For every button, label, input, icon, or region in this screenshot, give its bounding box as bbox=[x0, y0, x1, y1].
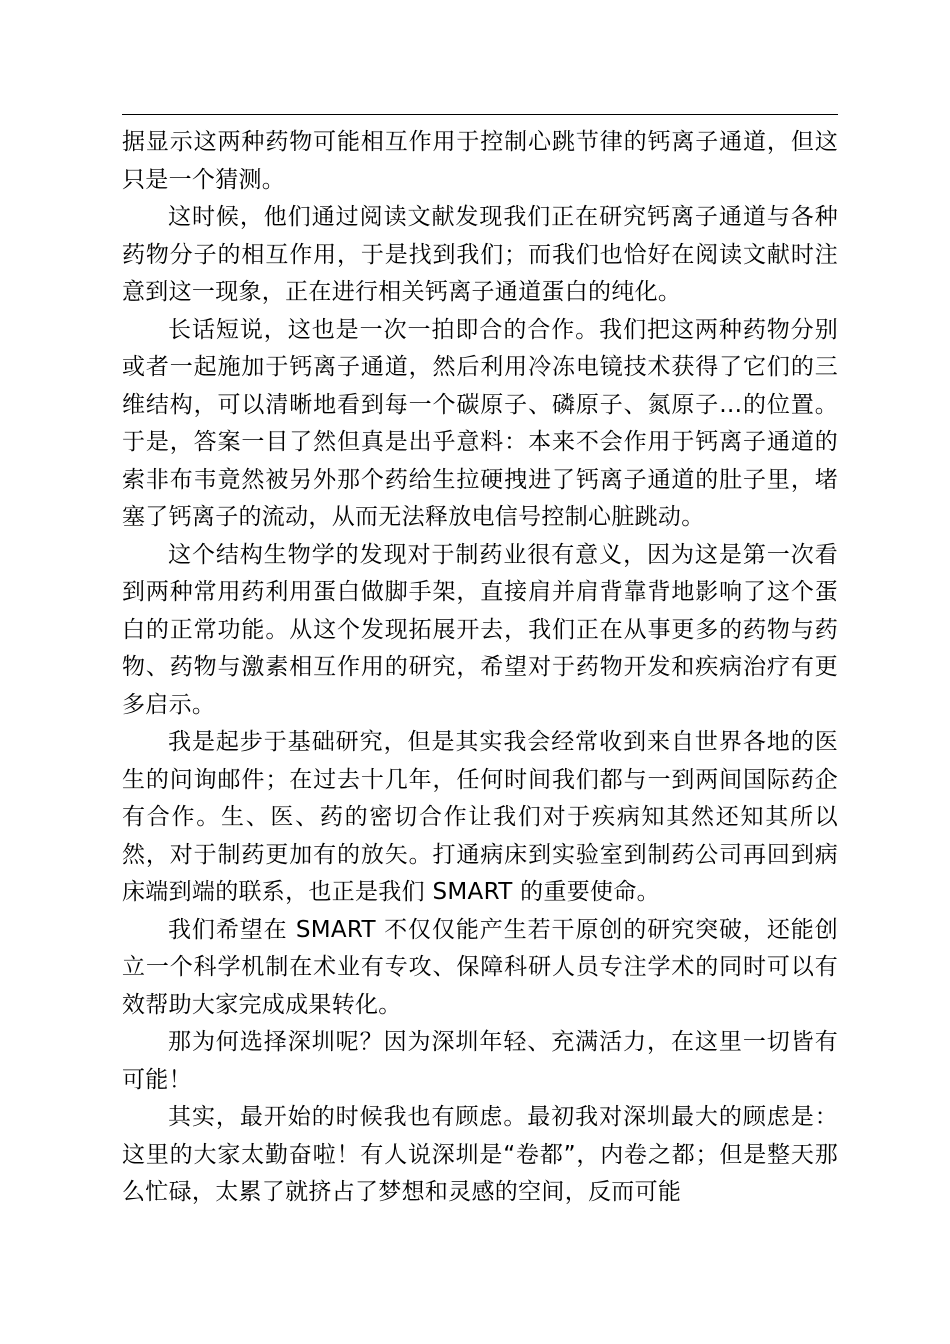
paragraph: 这个结构生物学的发现对于制药业很有意义，因为这是第一次看到两种常用药利用蛋白做脚手架，直接肩并肩背靠背地影响了这个蛋白的正常功能。从这个发现拓展开去，我们正在从事更多的药物与药物、药物与激素相互作用的研究，希望对于药物开发和疾病治疗有更多启示。 bbox=[122, 541, 838, 718]
paragraph: 我们希望在 SMART 不仅仅能产生若干原创的研究突破，还能创立一个科学机制在术业有专攻、保障科研人员专注学术的同时可以有效帮助大家完成成果转化。 bbox=[122, 916, 838, 1018]
paragraph: 其实，最开始的时候我也有顾虑。最初我对深圳最大的顾虑是：这里的大家太勤奋啦！有人说深圳是“卷都”，内卷之都；但是整天那么忙碌，太累了就挤占了梦想和灵感的空间，反而可能 bbox=[122, 1104, 838, 1205]
paragraph-continued: 据显示这两种药物可能相互作用于控制心跳节律的钙离子通道，但这只是一个猜测。 bbox=[122, 129, 838, 193]
paragraph: 那为何选择深圳呢？因为深圳年轻、充满活力，在这里一切皆有可能！ bbox=[122, 1029, 838, 1093]
paragraph: 这时候，他们通过阅读文献发现我们正在研究钙离子通道与各种药物分子的相互作用，于是找到我们；而我们也恰好在阅读文献时注意到这一现象，正在进行相关钙离子通道蛋白的纯化。 bbox=[122, 204, 838, 305]
header-rule bbox=[122, 114, 838, 115]
paragraph: 长话短说，这也是一次一拍即合的合作。我们把这两种药物分别或者一起施加于钙离子通道，然后利用冷冻电镜技术获得了它们的三维结构，可以清晰地看到每一个碳原子、磷原子、氮原子…的位置。于是，答案一目了然但真是出乎意料：本来不会作用于钙离子通道的索非布韦竟然被另外那个药给生拉硬拽进了钙离子通道的肚子里，堵塞了钙离子的流动，从而无法释放电信号控制心脏跳动。 bbox=[122, 316, 838, 530]
paragraph: 我是起步于基础研究，但是其实我会经常收到来自世界各地的医生的问询邮件；在过去十几年，任何时间我们都与一到两间国际药企有合作。生、医、药的密切合作让我们对于疾病知其然还知其所以然，对于制药更加有的放矢。打通病床到实验室到制药公司再回到病床端到端的联系，也正是我们 SMART 的重要使命。 bbox=[122, 729, 838, 905]
article-body bbox=[122, 124, 838, 1212]
